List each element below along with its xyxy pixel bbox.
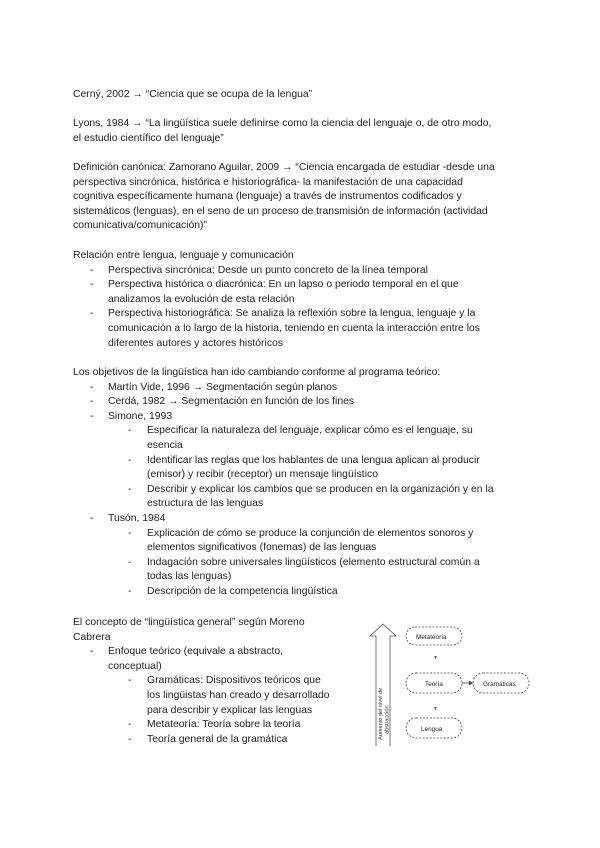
list-item [73,585,494,600]
list-item-text: (emisor) y recibir (receptor) un mensaje lingüístico [147,469,378,481]
lyons-line: el estudio científico del lenguaje” [73,132,224,144]
list-item [73,718,330,733]
list-item-text: Explicación de cómo se produce la conjunción de elementos sonoros y [147,527,474,539]
node-gramaticas-label: Gramáticas [483,681,516,688]
dash-bullet: - [128,454,132,466]
dash-bullet: - [128,556,132,568]
paragraph-lyons [73,117,491,146]
list-item [73,645,330,674]
objetivos-heading: Los objetivos de la lingüística han ido cambiando conforme al programa teórico: [73,367,441,378]
list-item [73,674,330,718]
dash-bullet: - [128,585,132,597]
list-item-text: Metateoría: Teoría sobre la teoría [147,719,301,731]
objetivos-list [73,381,494,600]
list-item-text: Identificar las reglas que los hablantes de una lengua aplican al producir [147,454,480,466]
list-item [73,410,494,425]
lyons-line: Lyons, 1984 → “La lingüística suele definirse como la ciencia del lenguaje o, de otro modo, [73,118,492,129]
canonica-line: Definición canónica: Zamorano Aguilar, 2009 → “Ciencia encargada de estudiar -desde una [73,162,495,173]
list-item [73,307,480,351]
list-item [73,733,330,748]
list-item-text: para describir y explicar las lenguas [147,704,313,716]
dash-bullet: - [90,381,94,393]
dash-bullet: - [128,527,132,539]
dash-bullet: - [90,512,94,524]
list-item [73,424,494,453]
list-item-text: elementos significativos (fonemas) de las lenguas [147,542,377,554]
dash-bullet: - [128,425,132,437]
arrow-down-icon: ▼ [433,706,438,712]
paragraph-definicion-canonica [73,161,495,234]
section-relacion [73,249,480,351]
abstraction-diagram [354,622,552,746]
list-item-text: Teoría general de la gramática [147,733,288,745]
list-item [73,395,494,410]
list-item [73,381,494,396]
list-item-text: Enfoque teórico (equivale a abstracto, [108,646,284,658]
dash-bullet: - [90,264,94,276]
list-item-text: estructura de las lenguas [147,498,264,510]
relacion-heading: Relación entre lengua, lenguaje y comunicación [73,250,294,261]
list-item-text: conceptual) [108,660,162,672]
paragraph-cerny [73,88,312,103]
list-item-text: Simone, 1993 [108,410,173,422]
list-item-text: Tusón, 1984 [108,512,166,524]
list-item [73,512,494,527]
concepto-list [73,645,330,747]
list-item [73,278,480,307]
list-item [73,264,480,279]
node-metateoria-label: Metateoría [416,634,447,641]
cerny-text: Cerný, 2002 → “Ciencia que se ocupa de la lengua” [73,89,313,100]
list-item [73,454,494,483]
concepto-heading: Cabrera [73,631,111,643]
dash-bullet: - [90,279,94,291]
axis-label-line: abstracción [384,705,391,734]
canonica-line: perspectiva sincrónica, histórica e historiográfica- la manifestación de una capacidad [73,176,463,188]
dash-bullet: - [90,410,94,422]
dash-bullet: - [128,719,132,731]
arrow-down-icon: ▼ [433,655,438,661]
axis-label-line: Aumento del nivel de [378,687,384,740]
node-teoria-label: Teoría [425,681,443,688]
dash-bullet: - [90,308,94,320]
list-item-text: Martín Vide, 1996 → Segmentación según planos [108,381,338,393]
list-item-text: Perspectiva sincrónica: Desde un punto concreto de la línea temporal [108,264,428,276]
list-item-text: Gramáticas: Dispositivos teóricos que [147,675,321,687]
node-lengua-label: Lengua [421,726,443,733]
list-item-text: Perspectiva historiográfica: Se analiza la reflexión sobre la lengua, lenguaje y la [108,308,476,320]
list-item [73,556,494,585]
dash-bullet: - [90,646,94,658]
list-item-text: los lingüistas han creado y desarrollado [147,689,330,701]
list-item-text: Especificar la naturaleza del lenguaje, explicar cómo es el lenguaje, su [147,425,473,437]
list-item-text: diferentes autores y actores históricos [108,337,283,349]
section-objetivos [73,366,494,600]
dash-bullet: - [128,675,132,687]
list-item-text: comunicación a lo largo de la historia, teniendo en cuenta la interacción entre los [108,322,480,334]
list-item-text: analizamos la evolución de esta relación [108,293,295,305]
dash-bullet: - [128,733,132,745]
list-item [73,483,494,512]
canonica-line: sistemáticos (lenguas), en el seno de un proceso de transmisión de información (actividad [73,205,488,217]
dash-bullet: - [128,483,132,495]
list-item-text: Perspectiva histórica o diacrónica: En un lapso o periodo temporal en el que [108,279,459,291]
canonica-line: comunicativa/comunicación)” [73,220,207,232]
list-item-text: Indagación sobre universales lingüísticos (elemento estructural común a [147,556,480,568]
list-item [73,527,494,556]
list-item-text: esencia [147,439,183,451]
list-item-text: Descripción de la competencia lingüística [147,585,338,597]
concepto-heading: El concepto de “lingüística general” según Moreno [73,617,305,628]
relacion-list [73,264,480,352]
list-item-text: todas las lenguas) [147,571,232,583]
list-item-text: Describir y explicar los cambios que se producen en la organización y en la [147,483,494,495]
list-item-text: Cerdá, 1982 → Segmentación en función de los fines [108,396,355,408]
section-concepto [73,616,330,747]
dash-bullet: - [90,396,94,408]
canonica-line: cognitiva específicamente humana (lenguaje) a través de instrumentos codificados y [73,191,462,203]
